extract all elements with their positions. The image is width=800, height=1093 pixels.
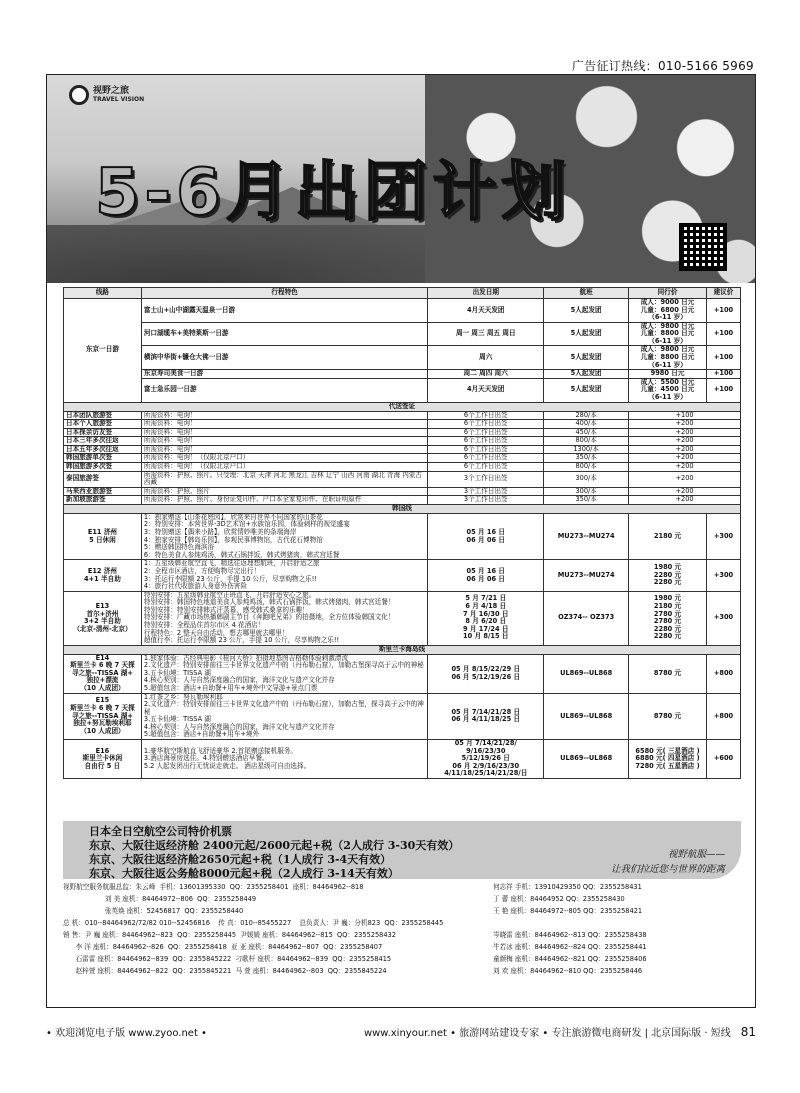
visa-price: 400/本 [544,420,629,429]
cell-line: 首尔+济州 [86,609,119,618]
cell-line: 05 月 8/15/22/29 日 [451,665,521,674]
peer-price [629,378,707,402]
flight: 5人起发团 [544,299,629,323]
cell-line: 6 月 4/18 日 [465,602,507,611]
visa-requirement: 所需资料：电询！ [141,420,427,429]
route-feature [141,591,427,645]
departure-date: 4月天天发团 [428,378,544,402]
suggested-price: +100 [706,346,740,370]
cell-line: 2780 元 [653,609,682,618]
cell-line: 3：特别赠送【偶来小路】，欣赏情妙唯美的条端海岸 [143,528,297,537]
column-header: 航班 [544,288,629,299]
cell-line: 2780 元 [653,617,682,626]
section-row [64,402,741,411]
cell-line: 寻之旅--TISSA 湖+ [71,711,133,720]
cell-line: 特别安排：广藏市场热播韩剧主节目《奔跑吧兄弟》的拍摄地，全方位体验韩国文化！ [143,613,395,622]
cell-line: 5：赠送韩国特色海滨浴 [143,543,215,552]
route-feature: 东京寿司美食一日游 [141,370,427,379]
visa-time: 6个工作日出签 [428,420,544,429]
cell-line: 特别安排：全程品住首尔市区 4 花酒店！ [143,620,265,629]
route-feature: 河口湖缆车+美特莱斯一日游 [141,322,427,346]
content-frame [46,74,756,1008]
suggested-price: +800 [706,654,740,693]
cell-line: 2280 元 [653,578,682,587]
visa-name: 韩国旅游多次签 [64,462,142,471]
suggested-price: +600 [706,740,740,779]
flight: OZ374-- OZ373 [544,591,629,645]
cell-line: 6580 元( 三星酒店 ) [635,746,700,755]
route-feature [141,693,427,739]
itinerary-table [63,287,741,779]
departure-date [428,693,544,739]
visa-price: 280/本 [544,411,629,420]
cell-line: 9980 日元 [650,369,685,378]
cell-line: 3.酒店海景房选住。4.特别赠送酒店早餐。 [143,754,269,763]
cell-line: 05 月 16 日 [466,528,505,537]
visa-name: 日本探亲访友签 [64,428,142,437]
visa-price: 450/本 [544,428,629,437]
cell-line: （6-11 岁） [648,392,687,401]
section-title: 斯里兰卡海岛线 [64,645,741,654]
cell-line: 超值行李：托运行李限额 23 公斤，手提 10 公斤，尽享购物之乐!! [143,636,340,645]
visa-requirement: 所需资料：电询！ [141,445,427,454]
cell-line: 儿童：4500 日元 [640,385,695,394]
logo-icon [69,85,89,105]
cell-line: 成人：9000 日元 [640,298,695,306]
cell-line: 行程特色：2 整天自由活动，想去哪里就去哪里！ [143,628,289,637]
cell-line: 4.核心契别：人与自然深度融合的国家，海洋文化与遗产文化并存 [143,722,335,731]
cell-line: （10 人成团） [80,726,125,735]
cell-line: （10 人成团） [80,684,125,693]
section-row [64,645,741,654]
peer-price [629,299,707,323]
visa-requirement: 所需资料：护照、照片。只受理：北京 天津 河北 黑龙江 吉林 辽宁 山西 河南 湖北 青海 内蒙古 西藏 [141,471,427,487]
page-number: 81 [740,1025,756,1039]
cell-line: 4：独家安排【韩岛乐园】，参观民事博物馆，古代花石博物馆 [143,535,323,544]
flight: 5人起发团 [544,346,629,370]
cell-line: 2280 元 [653,632,682,641]
suggested-price: +200 [629,487,741,496]
cell-line: 8780 元 [653,711,682,720]
cell-line: （6-11 岁） [648,336,687,345]
flight: UL869--UL868 [544,740,629,779]
banner-title: 5-6月出团计划 [95,156,571,230]
suggested-price: +300 [706,560,740,591]
visa-time: 6个工作日出签 [428,445,544,454]
table-row [64,370,741,379]
visa-requirement: 所需资料：电询！ [141,428,427,437]
contact-row [63,929,741,941]
airfare-heading: 日本全日空航空公司特价机票 [89,825,232,838]
table-row [64,560,741,591]
route-name [64,740,142,779]
visa-name: 泰国旅游签 [64,471,142,487]
cell-line: 1980 元 [653,594,682,603]
cell-line: 5.2 人起发团出行无忧说走就走。 酒店星级可自由选择。 [143,761,311,770]
contact-entry: 刘 欢 座机：84464962--810 QQ：2355258446 [493,967,643,975]
cell-line: 3.五卡仙境：TISSA 湖 [143,715,211,724]
cell-line: （北京-清州-北京） [73,624,132,633]
visa-price: 800/本 [544,462,629,471]
column-header: 行程特色 [141,288,427,299]
suggested-price: +200 [629,471,741,487]
cell-line: 1980 元 [653,563,682,572]
visa-requirement: 所需资料：电询！（仅限北京户口） [141,462,427,471]
cell-line: E16 [95,746,110,755]
contact-row [63,881,741,893]
visa-time: 6个工作日出签 [428,462,544,471]
route-name: 东京一日游 [64,299,142,403]
contact-entry: 牛若冰 座机：84464962--824 QQ：2355258441 [493,943,647,951]
cell-line: 4：旅行社代收旅游人身意外伤害险 [143,582,247,591]
flight: UL869--UL868 [544,654,629,693]
route-feature: 横滨中华街+镰仓大佛一日游 [141,346,427,370]
visa-time: 6个工作日出签 [428,454,544,463]
cell-line: 寻之旅--TISSA 湖+ [71,668,133,677]
suggested-price: +200 [629,437,741,446]
column-header: 建议价 [706,288,740,299]
flight: 5人起发团 [544,370,629,379]
contact-row [63,893,741,905]
cell-line: 06 月 06 日 [466,574,505,583]
cell-line: 4+1 半自助 [84,574,121,583]
cell-line: E11 济州 [87,528,118,537]
airfare-line: 东京、大阪往返经济舱2650元起+税（1人成行 3-4天有效） [89,853,392,866]
cell-line: 2.文化遗产：特别安排前往三卡世界文化遗产中的（丹布勒石窟），加勒古堡探寻高于云中的神秘 [143,661,424,670]
contact-row [63,905,741,917]
cell-line: 2：特别安排：本营世界-3D艺术馆+水族馆乐园，体验刺样的视觉盛宴 [143,520,350,529]
cell-line: E15 [95,696,110,705]
suggested-price: +200 [629,420,741,429]
cell-line: （6-11 岁） [648,313,687,322]
contact-row [63,941,741,953]
visa-name: 日本个人旅游签 [64,420,142,429]
departure-date: 周一 周三 周五 周日 [428,322,544,346]
ad-hotline: 广告征订热线：010-5166 5969 [571,59,754,73]
table-row [64,346,741,370]
visa-name: 新加坡旅游签 [64,496,142,505]
cell-line: E14 [95,653,110,662]
header-row [64,288,741,299]
cell-line: 2：全程市区酒店，方便购物尽完出行！ [143,566,261,575]
brand-logo [69,85,144,105]
visa-price: 800/本 [544,437,629,446]
visa-requirement: 所需资料：电询！（仅限北京户口） [141,454,427,463]
route-name [64,654,142,693]
visa-name: 韩国旅游单次签 [64,454,142,463]
route-feature [141,560,427,591]
suggested-price: +100 [706,299,740,323]
table-row [64,420,741,429]
cell-line: 成人：9800 日元 [640,321,695,330]
cell-line: 05 月 7/14/21/28 日 [451,707,521,716]
cell-line: 斯里兰卡休闲 [82,754,123,763]
column-header: 线路 [64,288,142,299]
contact-list [63,881,741,977]
suggested-price: +200 [629,496,741,505]
visa-name: 日本五年多次往返 [64,445,142,454]
visa-requirement: 所需资料：电询！ [141,411,427,420]
cell-line: 5.超值包含：酒店+自助餐+用车+境外中文导游+景点门票 [143,684,318,693]
contact-row [63,953,741,965]
peer-price [629,370,707,379]
visa-name: 日本三年多次往返 [64,437,142,446]
flight: 5人起发团 [544,378,629,402]
section-title: 韩国线 [64,504,741,513]
departure-date: 周二 周四 周六 [428,370,544,379]
cell-line: 9/16/23/30 [466,746,506,755]
cell-line: 3.五卡仙境：TISSA 湖 [143,668,211,677]
table-row [64,591,741,645]
route-name [64,693,142,739]
cell-line: 4.核心契别：人与自然深度融合的国家，海洋文化与遗产文化并存 [143,676,335,685]
cell-line: 05 月 16 日 [466,566,505,575]
cell-line: 5 日休闲 [89,535,116,544]
column-header: 同行价 [629,288,707,299]
flight: 5人起发团 [544,322,629,346]
table-row [64,740,741,779]
cell-line: 2280 元 [653,624,682,633]
cell-line: 7280 元( 五星酒店 ) [635,761,700,770]
cell-line: 6：特色美食人参炖鸡汤，韩式石锅拌饭，韩式烤猪肉，韩式宫廷餐 [143,550,340,559]
contact-entry: 丁 蕾 座机：84464952 QQ：2355258430 [493,895,625,903]
visa-price: 350/本 [544,496,629,505]
route-feature [141,513,427,559]
contact-entry: 总 机：010--84464962/72/82 010--52456816 传 真：010--85455227 总负责人：尹 巍：分机823 QQ：2355258445 [63,919,444,927]
contact-entry: 销 售：尹 巍 座机：84464962--823 QQ：2355258445 尹媛媛 座机：84464962--815 QQ：2355258432 [63,931,396,939]
cell-line: 儿童：8800 日元 [640,329,695,338]
suggested-price: +300 [706,591,740,645]
departure-date [428,513,544,559]
suggested-price: +800 [706,693,740,739]
cell-line: 8 月 6/20 日 [465,617,507,626]
suggested-price: +200 [629,428,741,437]
contact-entry: 石雷雷 座机：84464962--839 QQ：2355845222 刁歌杆 座机：84464962--839 QQ：2355258415 [63,955,392,963]
departure-date: 4月天天发团 [428,299,544,323]
table-row [64,322,741,346]
departure-date [428,654,544,693]
peer-price [629,740,707,779]
cell-line: 独拉+漂流 [86,676,119,685]
cell-line: 1：五星级韩亚航空直飞，精选往返理想航班，开启舒适之旅 [143,559,320,568]
table-row [64,693,741,739]
section-title: 代送签证 [64,402,741,411]
cell-line: E13 [95,602,110,611]
contact-entry: 王 艳 座机：84464972--805 QQ：2355258421 [493,907,643,915]
table-row [64,471,741,487]
column-header: 出发日期 [428,288,544,299]
visa-price: 1300/本 [544,445,629,454]
contact-entry: 张英焕 座机：52456817 QQ：2355258440 [63,907,244,915]
flight: MU273--MU274 [544,513,629,559]
departure-date: 周六 [428,346,544,370]
route-name [64,560,142,591]
cell-line: 06 月 4/11/18/25 日 [451,715,521,724]
route-name [64,513,142,559]
peer-price [629,322,707,346]
departure-date [428,740,544,779]
table-row [64,299,741,323]
suggested-price: +200 [629,462,741,471]
departure-date [428,560,544,591]
cell-line: 儿童：6800 日元 [640,305,695,314]
contact-entry: 童颜梅 座机：84464962--821 QQ：2355258406 [493,955,647,963]
cell-line: 4/11/18/25/14/21/28/日 [444,769,528,778]
cell-line: 2180 元 [653,531,682,540]
cell-line: 06 月 2/9/16/23/30 [452,761,520,770]
logo-en: TRAVEL VISION [93,95,145,103]
cell-line: 5.超值包含：酒店+自助餐+用车+境外 [143,730,260,739]
visa-time: 6个工作日出签 [428,411,544,420]
peer-price [629,693,707,739]
flight: UL869--UL868 [544,693,629,739]
cell-line: 成人：5500 日元 [640,377,695,386]
table-row [64,513,741,559]
visa-time: 3个工作日出签 [428,471,544,487]
contact-row [63,965,741,977]
cell-line: （6-11 岁） [648,360,687,369]
contact-entry: 视野航空服务航服总监：朱云峰 手机：13601395330 QQ：2355258401 座机：84464962--818 [63,883,364,891]
visa-time: 3个工作日出签 [428,487,544,496]
suggested-price: +100 [629,411,741,420]
visa-requirement: 所需资料：电询！ [141,437,427,446]
visa-price: 300/本 [544,487,629,496]
footer-right[interactable]: www.xinyour.net • 旅游网站建设专家 • 专注旅游微电商研发 | 北京国际版 · 短线 [363,1028,731,1039]
contact-row [63,917,741,929]
cell-line: 斯里兰卡 6 晚 7 天探 [70,661,135,670]
visa-requirement: 所需资料：护照、照片、身份证复印件、户口本全家复印件、在职证明原件 [141,496,427,505]
cell-line: 1.独家体验：古经典电影《桂河大桥》拍摄地基图吉格勒体验刺激漂流 [143,653,348,662]
route-name [64,591,142,645]
cell-line: 2180 元 [653,602,682,611]
suggested-price: +200 [629,445,741,454]
visa-time: 6个工作日出签 [428,428,544,437]
contact-entry: 赵梓萱 座机：84464962--822 QQ：2355845221 马 萱 座机：84464962--803 QQ：2355845224 [63,967,387,975]
peer-price [629,560,707,591]
suggested-price: +100 [706,322,740,346]
cell-line: 1.红茶之乡：努瓦勒埃利耶 [143,692,223,701]
contact-entry: 刘 美 座机：84464972--806 QQ：2355258449 [63,895,257,903]
peer-price [629,346,707,370]
visa-time: 6个工作日出签 [428,437,544,446]
cell-line: 05 月 7/14/21/28/ [454,739,517,748]
cell-line: 8780 元 [653,668,682,677]
cell-line: 2280 元 [653,570,682,579]
route-feature [141,740,427,779]
visa-name: 马来西亚旅游签 [64,487,142,496]
airfare-line: 东京、大阪往返公务舱8000元起+税（2人成行 3-14天有效） [89,867,399,880]
airfare-line: 东京、大阪往返经济舱 2400元起/2600元起+税（2人成行 3-30天有效） [89,839,460,852]
cell-line: 10 月 8/15 日 [463,632,509,641]
cell-line: 06 月 5/12/19/26 日 [451,672,521,681]
cell-line: 1：独家赠送【山茶花庭园】，欣赏来自世界不同国家的山茶花 [143,512,323,521]
visa-time: 3个工作日出签 [428,496,544,505]
contact-entry: 岑晓雷 座机：84464962--813 QQ：2355258438 [493,931,647,939]
cell-line: 5/12/19/26 日 [461,754,510,763]
cell-line: 3+2 半自助 [84,617,121,626]
cell-line: 06 月 06 日 [466,535,505,544]
suggested-price: +300 [706,513,740,559]
page-footer [46,1024,756,1039]
banner [47,75,755,283]
flight: MU273--MU274 [544,560,629,591]
cell-line: 儿童：8800 日元 [640,353,695,362]
cell-line: 5 月 7/21 日 [465,594,507,603]
cell-line: 成人：9800 日元 [640,345,695,354]
table-row [64,462,741,471]
peer-price [629,591,707,645]
logo-cn: 视野之旅 [93,85,130,96]
departure-date [428,591,544,645]
cell-line: 自由行 5 日 [84,761,121,770]
table-row [64,378,741,402]
slogan: 视野航服—— 让我们拉近您与世界的距离 [610,849,725,876]
cell-line: 9 月 17/24 日 [463,624,509,633]
visa-name: 日本团队旅游签 [64,411,142,420]
cell-line: 1.豪华航空斯航直飞舒适豪华 2.首尾赠送接机服务。 [143,746,298,755]
visa-price: 300/本 [544,471,629,487]
cell-line: 7 月 16/30 日 [463,609,509,618]
cell-line: 特别安排：五星级韩亚航空正班直飞，开启舒适安心之旅。 [143,590,316,599]
route-feature: 富士急乐园一日游 [141,378,427,402]
cell-line: 6880 元( 四星酒店 ) [635,754,700,763]
cell-line: 特别安排：特别安排韩式汗蒸幕，感受韩式桑拿的乐趣！ [143,605,309,614]
suggested-price: +100 [706,378,740,402]
visa-price: 350/本 [544,454,629,463]
visa-requirement: 所需资料：护照、照片 [141,487,427,496]
peer-price [629,654,707,693]
suggested-price: +200 [629,454,741,463]
qr-code-icon [679,223,727,271]
cell-line: E12 济州 [87,566,118,575]
route-feature: 富士山+山中湖露天温泉一日游 [141,299,427,323]
contact-entry: 何志祥 手机：13910429350 QQ：2355258431 [493,883,642,891]
cell-line: 2.文化遗产：特别安排前往三卡世界文化遗产中的（丹布勒石窟），加勒古堡，探寻高于云中的神秘 [143,700,424,716]
suggested-price: +100 [706,370,740,379]
cell-line: 斯里兰卡 6 晚 7 天探 [70,703,135,712]
route-feature [141,654,427,693]
footer-left[interactable]: • 欢迎浏览电子版 www.zyoo.net • [46,1028,207,1039]
cell-line: 3：托运行李限额 23 公斤，手提 10 公斤，尽享购物之乐!! [143,574,317,583]
contact-entry: 李 洋 座机：84464962--826 QQ：2355258418 亚 亚 座机：84464962--807 QQ：2355258407 [63,943,383,951]
airfare-ad [63,821,741,879]
table-row [64,654,741,693]
cell-line: 独拉+努瓦勒埃利耶 [73,719,132,728]
peer-price [629,513,707,559]
cell-line: 特别安排：韩国特色地道美食人参炖鸡汤，韩式石锅拌饭，韩式烤猪肉，韩式宫廷餐！ [143,598,395,607]
